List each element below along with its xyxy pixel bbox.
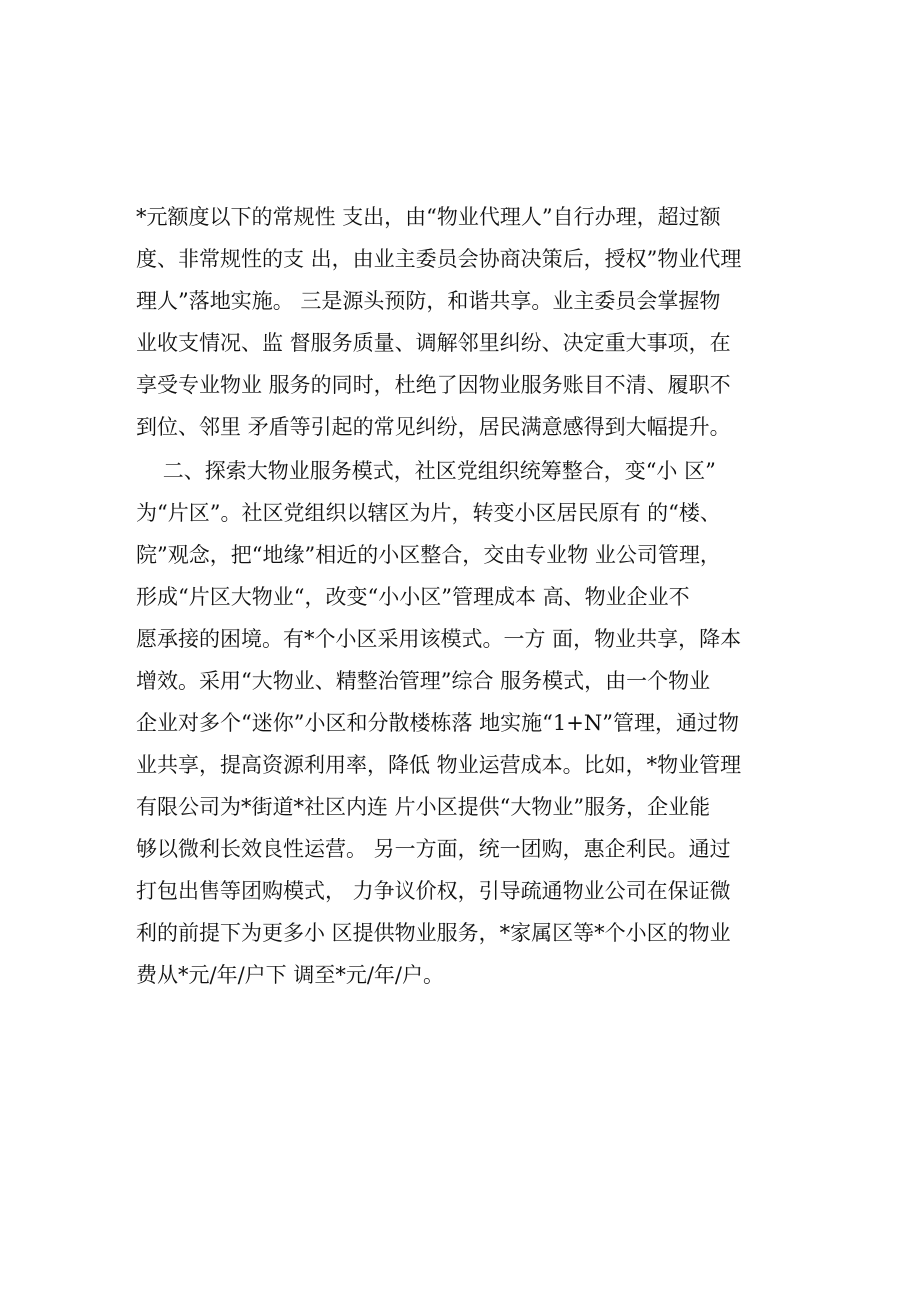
text-line: 业共享，提高资源利用率，降低 物业运营成本。比如，*物业管理 <box>136 753 742 777</box>
text-line: 费从*元/年/户下 调至*元/年/户。 <box>136 963 444 987</box>
text-line: 打包出售等团购模式， 力争议价权，引导疏通物业公司在保证微 <box>136 879 731 903</box>
text-line: 够以微利长效良性运营。 另一方面，统一团购，惠企利民。通过 <box>136 837 731 861</box>
paragraph-2 <box>136 450 796 996</box>
text-line: 愿承接的困境。有*个小区采用该模式。一方 面，物业共享，降本 <box>136 627 742 651</box>
text-line: 有限公司为*街道*社区内连 片小区提供“大物业”服务，企业能 <box>136 795 711 819</box>
text-line: 为“片区”。社区党组织以辖区为片，转变小区居民原有 的“楼、 <box>136 501 721 525</box>
text-line: 利的前提下为更多小 区提供物业服务，*家属区等*个小区的物业 <box>136 921 731 945</box>
text-line: *元额度以下的常规性 支出，由“物业代理人”自行办理，超过额 <box>136 205 721 229</box>
text-line: 度、非常规性的支 出，由业主委员会协商决策后，授权”物业代理 <box>136 247 742 271</box>
text-line: 增效。采用“大物业、精整治管理”综合 服务模式，由一个物业 <box>136 669 711 693</box>
text-line: 到位、邻里 矛盾等引起的常见纠纷，居民满意感得到大幅提升。 <box>136 415 731 439</box>
text-line: 企业对多个“迷你”小区和分散楼栋落 地实施“1+N”管理，通过物 <box>136 711 739 735</box>
paragraph-1 <box>136 196 796 448</box>
text-line: 业收支情况、监 督服务质量、调解邻里纠纷、决定重大事项，在 <box>136 331 731 355</box>
text-line: 理人”落地实施。 三是源头预防，和谐共享。业主委员会掌握物 <box>136 289 721 313</box>
text-line: 形成“片区大物业“，改变“小小区”管理成本 高、物业企业不 <box>136 585 690 609</box>
text-line: 二、探索大物业服务模式，社区党组织统筹整合，变“小 区” <box>136 459 716 483</box>
text-line: 享受专业物业 服务的同时，杜绝了因物业服务账目不清、履职不 <box>136 373 731 397</box>
text-line: 院”观念，把“地缘”相近的小区整合，交由专业物 业公司管理， <box>136 543 721 567</box>
